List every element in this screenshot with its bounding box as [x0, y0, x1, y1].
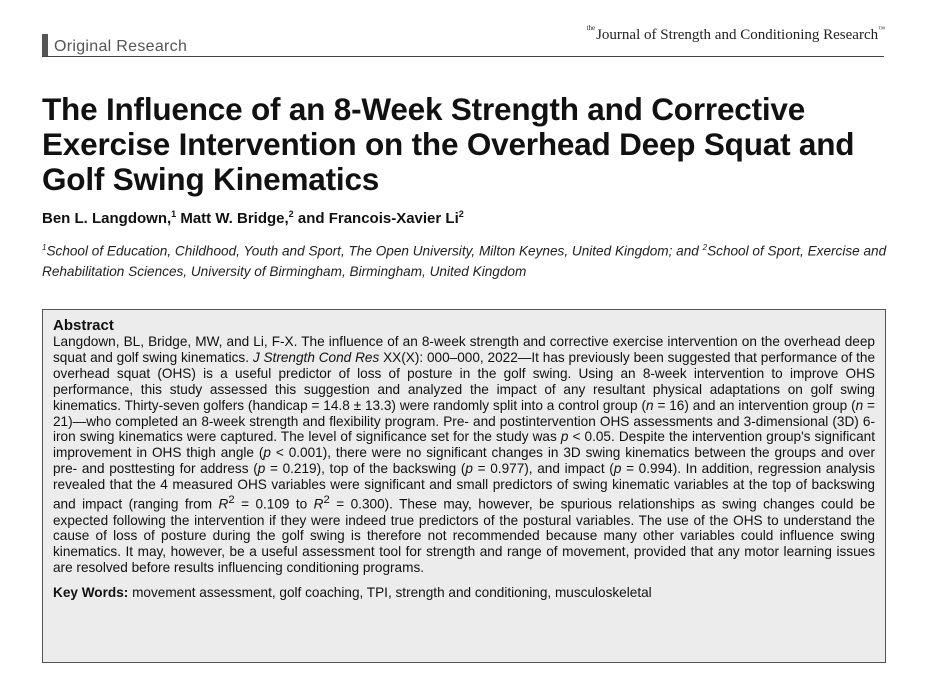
abstract-citation-authors: Langdown, BL, Bridge, MW, and Li, F-X. The influence of an 8-week strength and corrective exercise intervention on the overhead deep squat and golf swing kinematics.	[53, 334, 875, 365]
abstract-text-2: = 16) and an intervention group (	[653, 397, 856, 413]
author-2-affil: 2	[288, 209, 294, 219]
r-superscript: 2	[228, 494, 235, 507]
abstract-text-10: = 0.300). These may, however, be spurious relationships as swing changes could be expected following the intervention if they were indeed true predictors of the postural variables. The use of the OHS to understand the cause of loss of posture during the golf swing is therefore not recommended because many other variables could influence swing kinematics. It may, however, be a useful assessment tool for strength and range of movement, provided that any motor learning issues are resolved before results influencing conditioning programs.	[53, 496, 875, 576]
affiliation-1-marker: 1	[42, 243, 47, 252]
journal-name: Journal of Strength and Conditioning Research	[596, 27, 879, 43]
p-variable: p	[560, 429, 569, 445]
abstract-text-7: = 0.977), and impact (	[472, 461, 614, 477]
section-label-text: Original Research	[54, 38, 188, 55]
abstract-text-3: = 21)—who completed an 8-week strength and flexibility program. Pre- and postintervention OHS assessments and 3-dimensional (3D) 6-iron swing kinematics were captured. The level of significance set for the study was	[53, 397, 875, 445]
affiliation-2: School of Sport, Exercise and Rehabilitation Sciences, University of Birmingham, Birmingham, United Kingdom	[42, 243, 887, 279]
abstract-text-9: = 0.109 to	[234, 496, 314, 512]
journal-trademark: ™	[878, 25, 885, 33]
n-variable: n	[855, 397, 864, 413]
affiliation-2-marker: 2	[702, 243, 708, 252]
author-1: Ben L. Langdown,	[42, 210, 172, 227]
abstract-text-4: < 0.05. Despite the intervention group's significant improvement in OHS thigh angle (	[53, 429, 875, 461]
abstract-text-1: It has previously been suggested that performance of the overhead squat (OHS) is a useful predictor of loss of posture in the golf swing. Using an 8-week intervention to improve OHS performance, this study assessed this suggestion and analyzed the impact of any resultant physical adaptations on golf swing kinematics. Thirty-seven golfers (handicap = 14.8 ± 13.3) were randomly split into a control group (	[53, 349, 876, 413]
author-1-affil: 1	[171, 209, 177, 219]
abstract-text-8: = 0.994). In addition, regression analysis revealed that the 4 measured OHS variables were significant and small predictors of swing kinematic variables at the top of backswing and impact (ranging from	[53, 461, 875, 512]
r-variable: R	[313, 496, 324, 512]
r-superscript: 2	[323, 494, 330, 507]
keywords	[53, 585, 875, 600]
abstract-body	[53, 334, 875, 576]
r-variable: R	[218, 496, 229, 512]
abstract-citation-journal: J Strength Cond Res	[252, 349, 380, 365]
p-variable: p	[465, 461, 473, 477]
p-variable: p	[263, 445, 271, 461]
author-2: Matt W. Bridge,	[176, 210, 289, 227]
journal-the: the	[586, 24, 596, 32]
keywords-list: movement assessment, golf coaching, TPI, strength and conditioning, musculoskeletal	[128, 585, 652, 601]
abstract-heading: Abstract	[53, 317, 114, 334]
affiliation-1: School of Education, Childhood, Youth and Sport, The Open University, Milton Keynes, United Kingdom; and	[46, 243, 703, 259]
abstract-box	[42, 309, 886, 663]
article-title: The Influence of an 8-Week Strength and Corrective Exercise Intervention on the Overhead Deep Squat and Golf Swing Kinematics	[42, 91, 855, 197]
abstract-citation-rest: XX(X): 000–000, 2022—	[379, 349, 532, 365]
p-variable: p	[257, 461, 266, 477]
affiliations	[42, 238, 892, 282]
abstract-text-6: = 0.219), top of the backswing (	[265, 461, 466, 477]
section-label	[42, 34, 187, 56]
author-3: and Francois-Xavier Li	[293, 210, 459, 227]
keywords-label: Key Words:	[53, 585, 129, 601]
author-list	[42, 209, 464, 227]
header-rule	[42, 56, 884, 57]
abstract-text-5: < 0.001), there were no significant changes in 3D swing kinematics between the groups and over pre- and posttesting for address (	[53, 445, 875, 477]
author-3-affil: 2	[458, 209, 464, 219]
p-variable: p	[613, 461, 622, 477]
journal-logo	[587, 24, 885, 44]
n-variable: n	[646, 397, 654, 413]
